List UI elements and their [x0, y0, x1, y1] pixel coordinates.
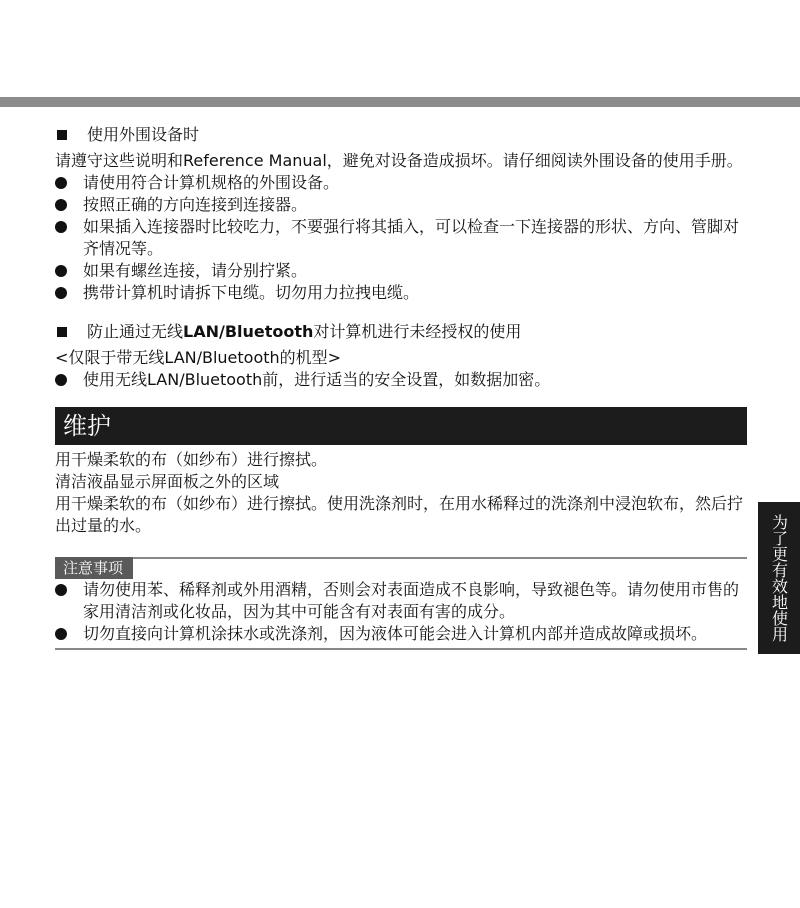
caution-bottom-rule	[55, 648, 747, 650]
maintenance-line: 用干燥柔软的布（如纱布）进行擦拭。	[55, 450, 328, 469]
heading-bold: LAN/Bluetooth	[183, 322, 314, 341]
top-gray-band	[0, 97, 800, 107]
maintenance-title: 维护	[55, 407, 747, 445]
caution-list	[55, 579, 747, 645]
maintenance-body	[55, 449, 747, 537]
section-heading-wireless	[55, 321, 747, 343]
caution-top-rule	[55, 557, 747, 559]
peripherals-list	[55, 172, 747, 304]
list-item: 如果有螺丝连接，请分别拧紧。	[55, 260, 747, 282]
peripherals-intro: 请遵守这些说明和Reference Manual，避免对设备造成损坏。请仔细阅读外围设备的使用手册。	[55, 151, 743, 170]
list-item: 携带计算机时请拆下电缆。切勿用力拉拽电缆。	[55, 282, 747, 304]
wireless-model-note: <仅限于带无线LAN/Bluetooth的机型>	[55, 348, 342, 367]
caution-label: 注意事项	[55, 557, 133, 579]
list-item: 请勿使用苯、稀释剂或外用酒精，否则会对表面造成不良影响，导致褪色等。请勿使用市售的家用清洁剂或化妆品，因为其中可能含有对表面有害的成分。	[55, 579, 747, 623]
section-heading-peripherals	[55, 124, 747, 146]
heading-post: 对计算机进行未经授权的使用	[313, 322, 522, 341]
caution-box	[55, 557, 747, 650]
list-item: 如果插入连接器时比较吃力，不要强行将其插入，可以检查一下连接器的形状、方向、管脚对齐情况等。	[55, 216, 747, 260]
list-item: 按照正确的方向连接到连接器。	[55, 194, 747, 216]
bullet-dot-icon	[55, 265, 67, 277]
square-bullet-icon	[57, 327, 67, 337]
list-item: 切勿直接向计算机涂抹水或洗涤剂，因为液体可能会进入计算机内部并造成故障或损坏。	[55, 623, 747, 645]
bullet-dot-icon	[55, 584, 67, 596]
side-section-tab: 为了更有效地使用	[758, 502, 800, 654]
section-heading-text: 使用外围设备时	[87, 125, 200, 144]
bullet-dot-icon	[55, 199, 67, 211]
maintenance-line: 清洁液晶显示屏面板之外的区域	[55, 472, 280, 491]
wireless-list	[55, 369, 747, 391]
bullet-dot-icon	[55, 374, 67, 386]
bullet-dot-icon	[55, 221, 67, 233]
page-content	[55, 124, 747, 650]
bullet-dot-icon	[55, 628, 67, 640]
bullet-dot-icon	[55, 287, 67, 299]
list-item: 使用无线LAN/Bluetooth前，进行适当的安全设置，如数据加密。	[55, 369, 747, 391]
square-bullet-icon	[57, 130, 67, 140]
maintenance-line: 用干燥柔软的布（如纱布）进行擦拭。使用洗涤剂时，在用水稀释过的洗涤剂中浸泡软布，然后拧出过量的水。	[55, 494, 744, 535]
bullet-dot-icon	[55, 177, 67, 189]
heading-pre: 防止通过无线	[87, 322, 184, 341]
list-item: 请使用符合计算机规格的外围设备。	[55, 172, 747, 194]
